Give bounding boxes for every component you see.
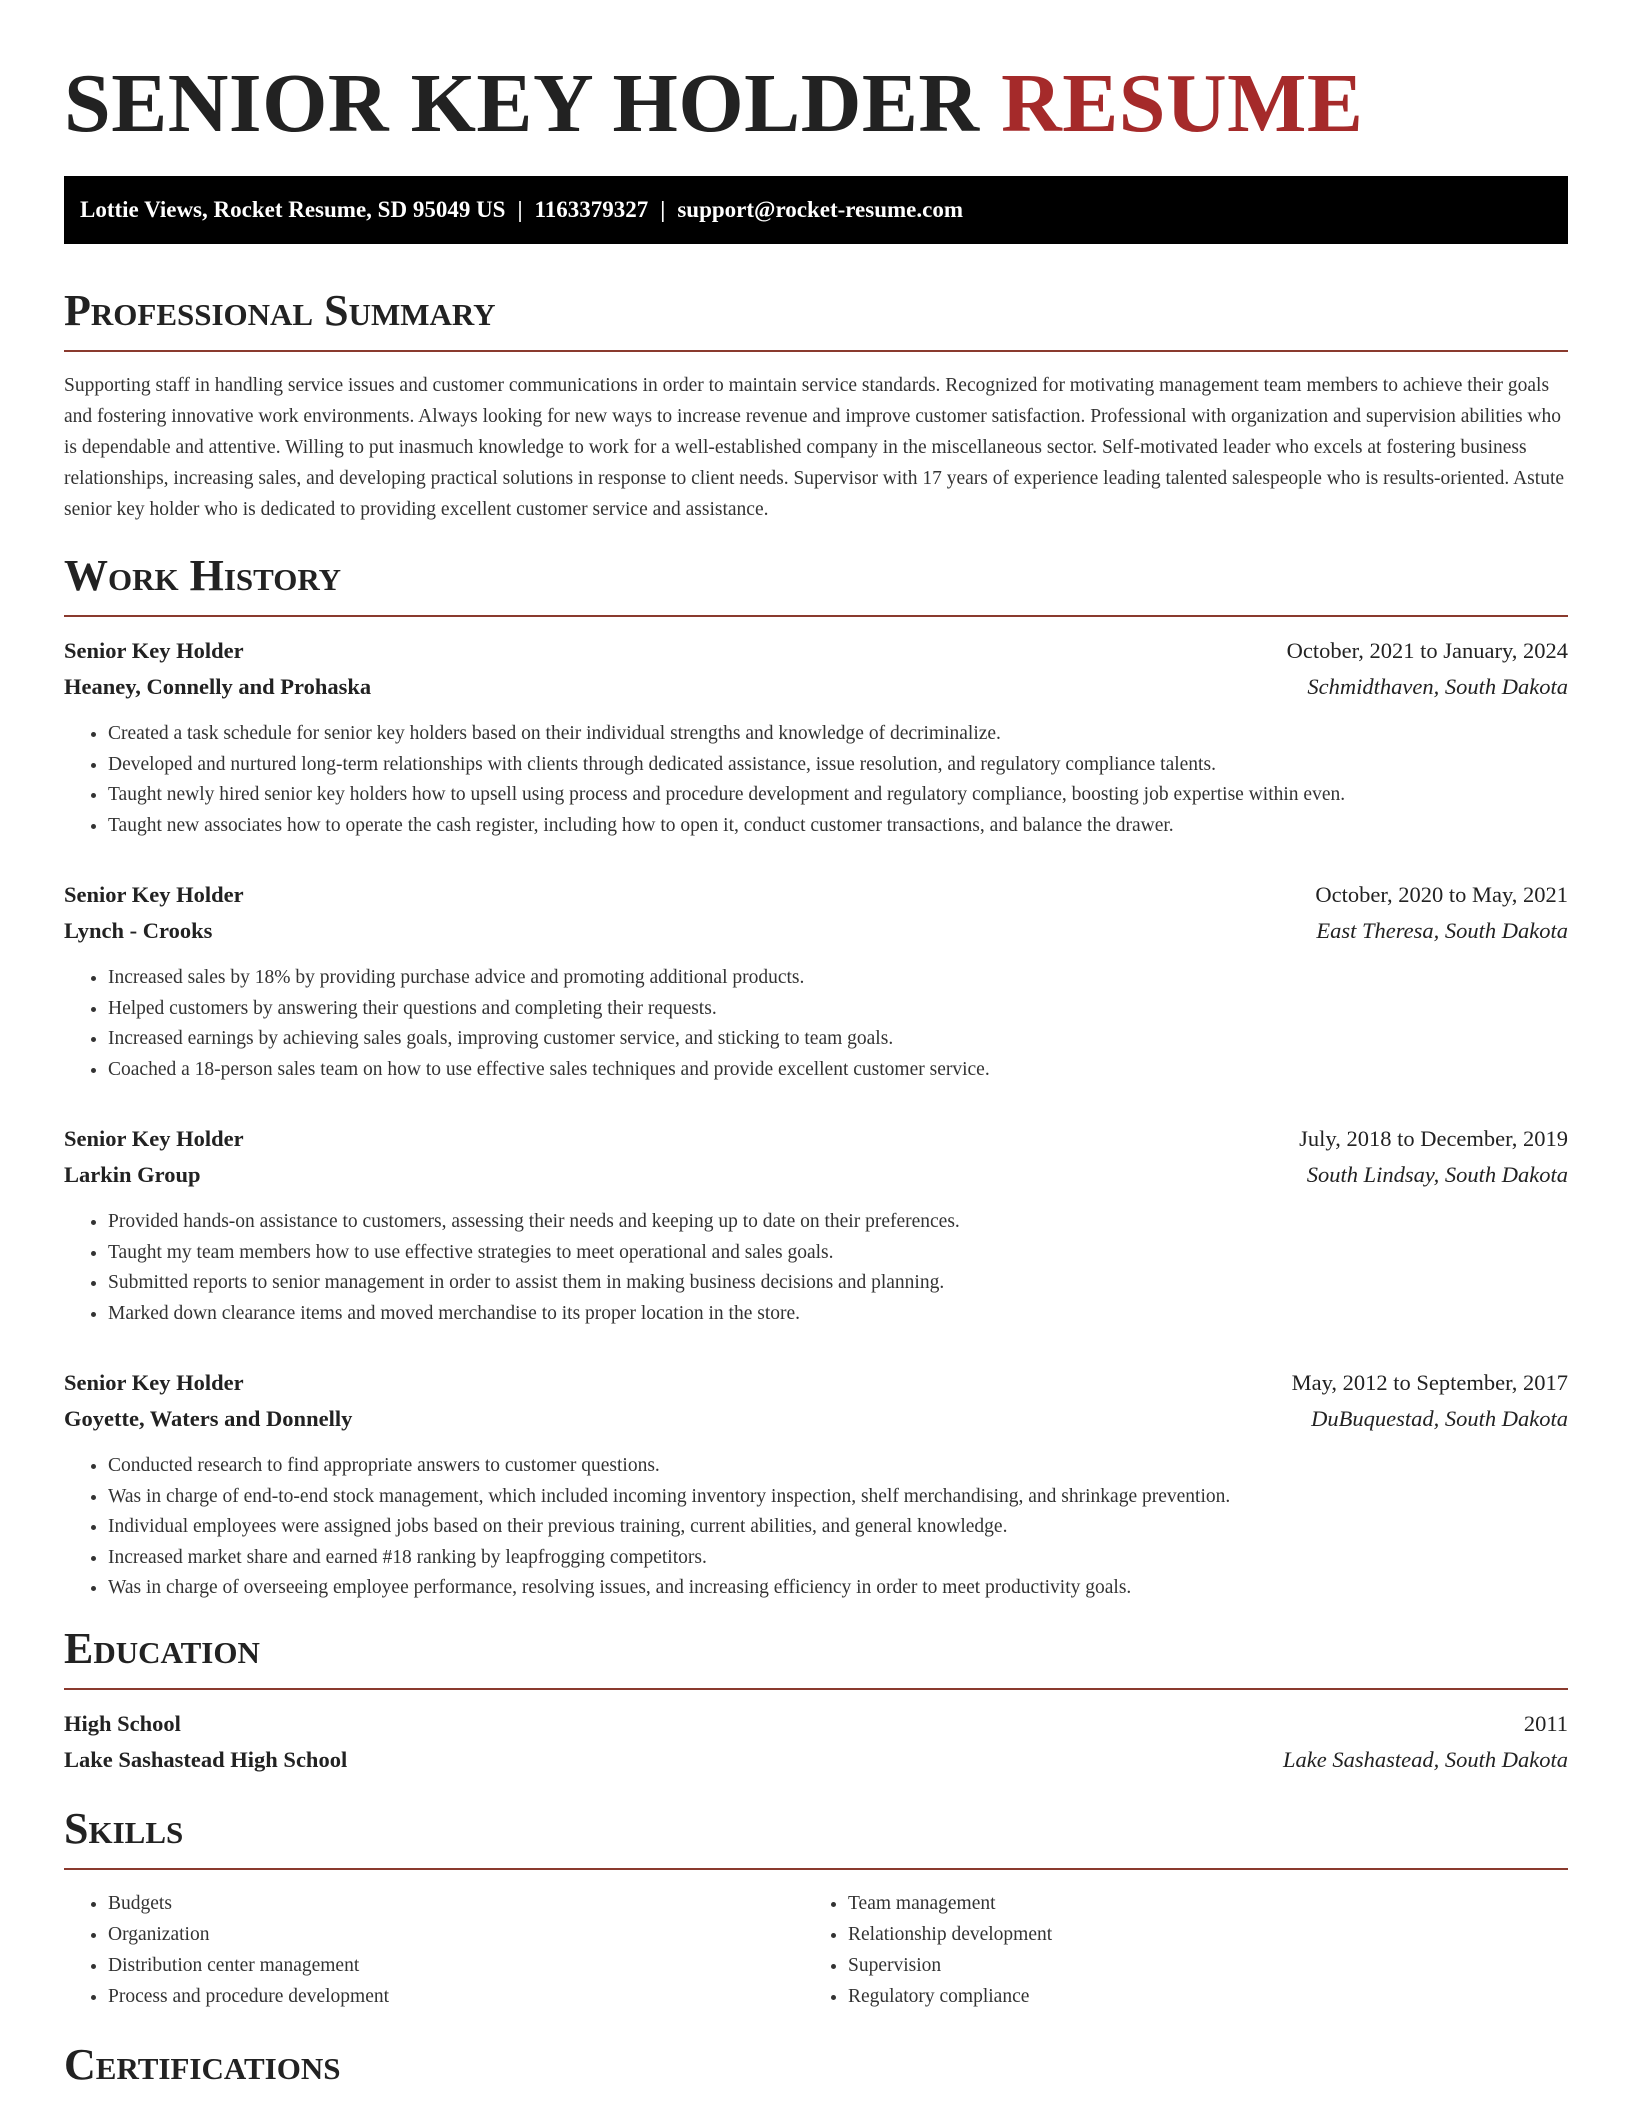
skill-item: • Supervision	[848, 1950, 1544, 1981]
contact-separator: |	[660, 197, 666, 222]
job-location: East Theresa, South Dakota	[1316, 918, 1568, 943]
education-degree-row	[64, 1706, 1568, 1742]
job-dates: July, 2018 to December, 2019	[1299, 1126, 1568, 1151]
education-school: Lake Sashastead High School	[64, 1746, 348, 1772]
contact-phone: 1163379327	[534, 197, 649, 222]
certifications-heading: Certifications	[64, 2039, 341, 2089]
skills-heading: Skills	[64, 1804, 1568, 1870]
title-accent: RESUME	[1001, 57, 1364, 150]
resume-title	[64, 0, 1568, 150]
job-bullet: • Was in charge of end-to-end stock management, which included incoming inventory inspection, shelf merchandising, and shrinkage prevention.	[108, 1482, 1568, 1513]
job-bullet: • Developed and nurtured long-term relationships with clients through dedicated assistance, issue resolution, and regulatory compliance talents.	[108, 750, 1568, 781]
summary-heading: Professional Summary	[64, 286, 1568, 352]
job-bullet: • Submitted reports to senior management in order to assist them in making business decisions and planning.	[108, 1268, 1568, 1299]
job-bullet: • Taught newly hired senior key holders how to upsell using process and procedure development and regulatory compliance, boosting job expertise within even.	[108, 780, 1568, 811]
skill-item: • Distribution center management	[108, 1950, 804, 1981]
job-bullet: • Conducted research to find appropriate answers to customer questions.	[108, 1451, 1568, 1482]
skill-item: • Team management	[848, 1888, 1544, 1919]
skill-item: • Relationship development	[848, 1919, 1544, 1950]
skill-item: • Regulatory compliance	[848, 1981, 1544, 2012]
job-company-row	[64, 1401, 1568, 1437]
job-company-row	[64, 913, 1568, 949]
contact-email: support@rocket-resume.com	[677, 197, 963, 222]
job-company: Larkin Group	[64, 1162, 201, 1187]
education-heading: Education	[64, 1624, 1568, 1690]
job-title: Senior Key Holder	[64, 638, 244, 663]
job-company: Goyette, Waters and Donnelly	[64, 1406, 353, 1431]
job-bullet: • Taught new associates how to operate the cash register, including how to open it, conduct customer transactions, and balance the drawer.	[108, 811, 1568, 842]
job-location: DuBuquestad, South Dakota	[1311, 1406, 1568, 1431]
job-bullets	[64, 1451, 1568, 1604]
education-degree: High School	[64, 1710, 181, 1736]
job-header-row	[64, 877, 1568, 913]
education-entry	[64, 1706, 1568, 1778]
job-bullet: • Taught my team members how to use effective strategies to meet operational and sales goals.	[108, 1238, 1568, 1269]
job-entry	[64, 1365, 1568, 1604]
job-entry	[64, 877, 1568, 1085]
resume-page	[64, 0, 1568, 2104]
job-bullet: • Was in charge of overseeing employee performance, resolving issues, and increasing efficiency in order to meet productivity goals.	[108, 1573, 1568, 1604]
summary-text: Supporting staff in handling service issues and customer communications in order to maintain service standards. Recognized for motivating management team members to achieve their goals and fostering innovative work environments. Always looking for new ways to increase revenue and improve customer satisfaction. Professional with organization and supervision abilities who is dependable and attentive. Willing to put inasmuch knowledge to work for a well-established company in the miscellaneous sector. Self-motivated leader who excels at fostering business relationships, increasing sales, and developing practical solutions in response to client needs. Supervisor with 17 years of experience leading talented salespeople who is results-oriented. Astute senior key holder who is dedicated to providing excellent customer service and assistance.	[64, 375, 1565, 520]
job-dates: May, 2012 to September, 2017	[1291, 1370, 1568, 1395]
contact-separator: |	[517, 197, 523, 222]
job-title: Senior Key Holder	[64, 882, 244, 907]
job-bullet: • Marked down clearance items and moved merchandise to its proper location in the store.	[108, 1299, 1568, 1330]
job-entry	[64, 633, 1568, 841]
job-company: Heaney, Connelly and Prohaska	[64, 674, 372, 699]
work-history-heading: Work History	[64, 551, 1568, 617]
skill-item: • Process and procedure development	[108, 1981, 804, 2012]
education-school-row	[64, 1742, 1568, 1778]
job-bullet: • Increased sales by 18% by providing purchase advice and promoting additional products.	[108, 963, 1568, 994]
contact-bar	[64, 176, 1568, 244]
job-bullet: • Individual employees were assigned jobs based on their previous training, current abilities, and general knowledge.	[108, 1512, 1568, 1543]
job-company-row	[64, 669, 1568, 705]
job-bullet: • Provided hands-on assistance to customers, assessing their needs and keeping up to date on their preferences.	[108, 1207, 1568, 1238]
job-bullet: • Helped customers by answering their questions and completing their requests.	[108, 994, 1568, 1025]
job-bullet: • Increased market share and earned #18 ranking by leapfrogging competitors.	[108, 1543, 1568, 1574]
skill-item: • Budgets	[108, 1888, 804, 1919]
job-bullet: • Increased earnings by achieving sales goals, improving customer service, and sticking to team goals.	[108, 1024, 1568, 1055]
job-entry	[64, 1121, 1568, 1329]
job-bullets	[64, 719, 1568, 841]
job-header-row	[64, 1121, 1568, 1157]
job-header-row	[64, 1365, 1568, 1401]
job-location: Schmidthaven, South Dakota	[1307, 674, 1568, 699]
job-company: Lynch - Crooks	[64, 918, 213, 943]
contact-address: Lottie Views, Rocket Resume, SD 95049 US	[80, 197, 506, 222]
job-bullets	[64, 1207, 1568, 1329]
job-bullet: • Coached a 18-person sales team on how to use effective sales techniques and provide excellent customer service.	[108, 1055, 1568, 1086]
job-title: Senior Key Holder	[64, 1126, 244, 1151]
skills-column-right	[804, 1888, 1544, 2012]
job-bullets	[64, 963, 1568, 1085]
job-bullet: • Created a task schedule for senior key holders based on their individual strengths and knowledge of decriminalize.	[108, 719, 1568, 750]
skills-list	[64, 1888, 1568, 2012]
education-location: Lake Sashastead, South Dakota	[1283, 1746, 1568, 1772]
education-year: 2011	[1523, 1710, 1568, 1736]
title-main: SENIOR KEY HOLDER	[64, 57, 980, 150]
job-company-row	[64, 1157, 1568, 1193]
skill-item: • Organization	[108, 1919, 804, 1950]
job-dates: October, 2020 to May, 2021	[1315, 882, 1568, 907]
skills-column-left	[64, 1888, 804, 2012]
job-location: South Lindsay, South Dakota	[1306, 1162, 1568, 1187]
job-header-row	[64, 633, 1568, 669]
job-title: Senior Key Holder	[64, 1370, 244, 1395]
job-dates: October, 2021 to January, 2024	[1286, 638, 1568, 663]
